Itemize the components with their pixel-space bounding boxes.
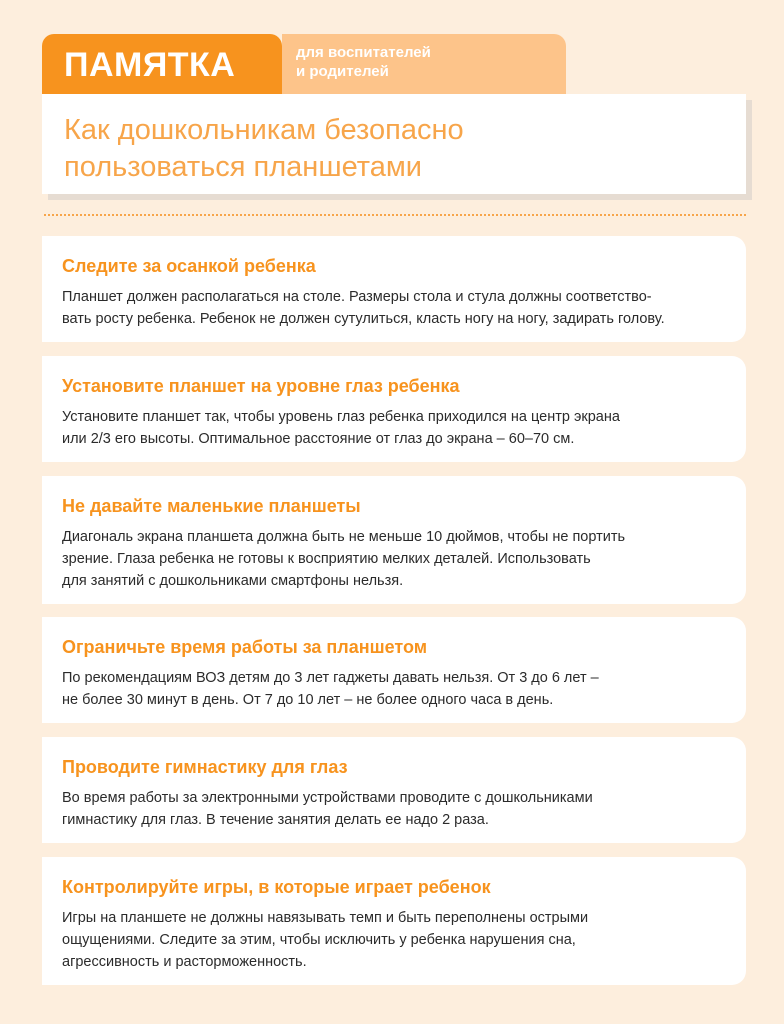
tip-title: Контролируйте игры, в которые играет ребенок	[62, 877, 491, 897]
audience-tab	[282, 34, 566, 96]
audience-line: и родителей	[296, 63, 389, 80]
tip-card	[42, 476, 746, 604]
tip-text-line: или 2/3 его высоты. Оптимальное расстояние от глаз до экрана – 60–70 см.	[62, 431, 575, 447]
tip-title: Не давайте маленькие планшеты	[62, 496, 361, 516]
tip-text	[62, 787, 726, 831]
tip-text-line: ощущениями. Следите за этим, чтобы исключить у ребенка нарушения сна,	[62, 932, 576, 948]
tip-text-line: агрессивность и расторможенность.	[62, 954, 307, 970]
dotted-divider	[44, 214, 746, 216]
tip-text-line: зрение. Глаза ребенка не готовы к восприятию мелких деталей. Использовать	[62, 551, 591, 567]
tip-card	[42, 236, 746, 342]
title-line: Как дошкольникам безопасно	[64, 114, 464, 146]
tip-card	[42, 356, 746, 462]
tip-text-line: По рекомендациям ВОЗ детям до 3 лет гаджеты давать нельзя. От 3 до 6 лет –	[62, 670, 599, 686]
tip-card	[42, 737, 746, 843]
tip-card	[42, 857, 746, 985]
tip-text-line: не более 30 минут в день. От 7 до 10 лет – не более одного часа в день.	[62, 692, 554, 708]
tip-title: Ограничьте время работы за планшетом	[62, 637, 428, 657]
tip-title: Проводите гимнастику для глаз	[62, 757, 348, 777]
tip-text	[62, 907, 726, 973]
tip-text-line: Во время работы за электронными устройствами проводите с дошкольниками	[62, 790, 593, 806]
tip-text	[62, 667, 726, 711]
tip-title: Следите за осанкой ребенка	[62, 256, 316, 276]
tip-text-line: Диагональ экрана планшета должна быть не меньше 10 дюймов, чтобы не портить	[62, 529, 626, 545]
tip-text-line: для занятий с дошкольниками смартфоны нельзя.	[62, 573, 404, 589]
tip-text	[62, 286, 726, 330]
tip-text-line: Планшет должен располагаться на столе. Размеры стола и стула должны соответство-	[62, 289, 652, 305]
tip-text-line: вать росту ребенка. Ребенок не должен сутулиться, класть ногу на ногу, задирать голову.	[62, 311, 665, 327]
tip-text-line: Игры на планшете не должны навязывать темп и быть переполнены острыми	[62, 910, 589, 926]
memo-badge: ПАМЯТКА	[42, 34, 282, 96]
tip-text	[62, 406, 726, 450]
tip-text-line: Установите планшет так, чтобы уровень глаз ребенка приходился на центр экрана	[62, 409, 620, 425]
tip-title: Установите планшет на уровне глаз ребенка	[62, 376, 460, 396]
tip-card	[42, 617, 746, 723]
title-line: пользоваться планшетами	[64, 151, 422, 183]
audience-line: для воспитателей	[296, 44, 431, 61]
tip-text-line: гимнастику для глаз. В течение занятия делать ее надо 2 раза.	[62, 812, 489, 828]
tip-text	[62, 526, 726, 592]
page-title	[42, 94, 746, 194]
